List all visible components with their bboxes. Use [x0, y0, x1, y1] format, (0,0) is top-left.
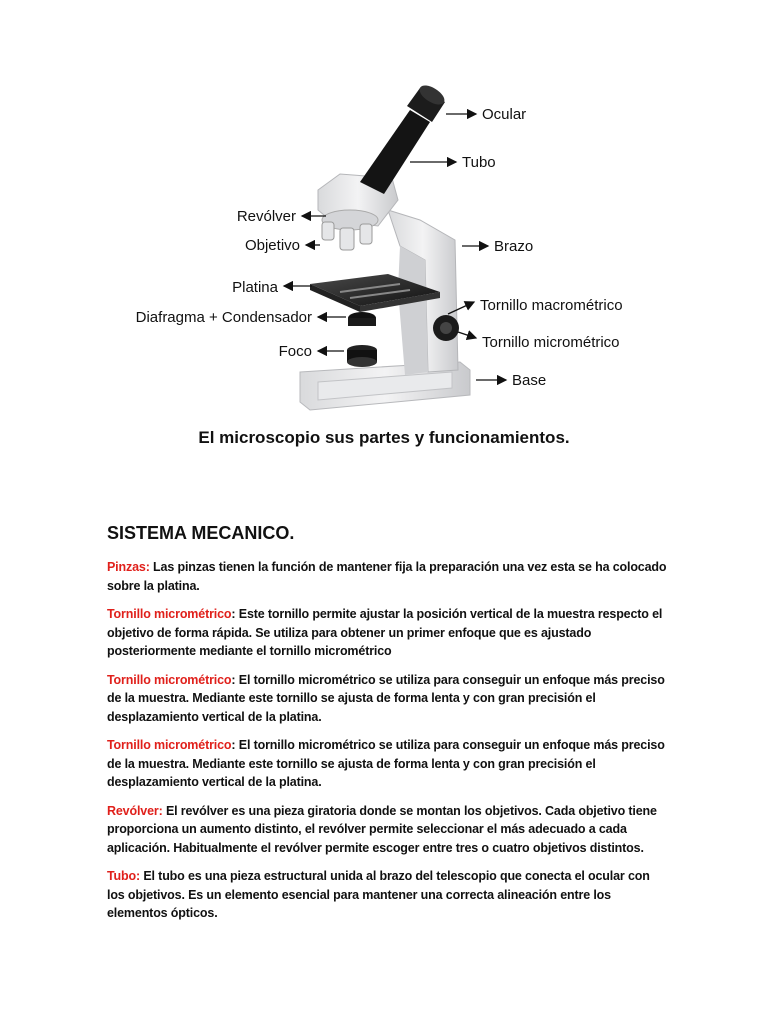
label-objetivo: Objetivo: [244, 237, 300, 254]
label-tornillo-micrometrico: Tornillo micrométrico: [482, 334, 620, 351]
paragraph-revolver: [107, 802, 667, 858]
term: Tornillo micrométrico: [107, 607, 232, 621]
label-ocular: Ocular: [482, 106, 527, 123]
definition: : El tornillo micrométrico se utiliza para conseguir un enfoque más preciso de la muestra. Mediante este tornillo se ajusta de forma lenta y con gran precisión el desplazamiento vertical de la platina.: [107, 672, 665, 724]
figure-caption: El microscopio sus partes y funcionamientos.: [198, 428, 570, 447]
section-body: [107, 558, 667, 933]
term: Revólver:: [107, 803, 163, 818]
label-tubo: Tubo: [462, 154, 496, 171]
term: Tubo:: [107, 869, 141, 883]
definition: : Este tornillo permite ajustar la posición vertical de la muestra respecto el objetivo de forma rápida. Se utiliza para obtener un primer enfoque que es ajustado posteriormente mediante el tornillo micrométrico: [107, 607, 663, 658]
paragraph-tornillo-2: [107, 671, 667, 727]
term: Tornillo micrométrico: [107, 738, 232, 752]
paragraph-pinzas: [107, 558, 667, 595]
term: Pinzas:: [107, 560, 150, 574]
microscope-diagram: [0, 70, 768, 420]
section-title: SISTEMA MECANICO.: [107, 523, 295, 543]
definition: El revólver es una pieza giratoria donde se montan los objetivos. Cada objetivo tiene proporciona un aumento distinto, el revólver permite seleccionar el más adecuado a cada aplicación. Habitualmente el revólver permite escoger entre tres o cuatro objetivos distintos.: [107, 803, 657, 855]
label-brazo: Brazo: [494, 238, 534, 255]
label-revolver: Revólver: [236, 208, 296, 225]
definition: : El tornillo micrométrico se utiliza para conseguir un enfoque más preciso de la muestra. Mediante este tornillo se ajusta de forma lenta y con gran precisión el desplazamiento vertical de la platina.: [107, 738, 665, 789]
label-foco: Foco: [278, 343, 312, 360]
paragraph-tubo: [107, 867, 667, 923]
label-platina: Platina: [232, 279, 278, 296]
microscope-illustration: [300, 82, 470, 410]
paragraph-tornillo-3: [107, 736, 667, 792]
definition: Las pinzas tienen la función de mantener fija la preparación una vez esta se ha colocado sobre la platina.: [107, 560, 667, 593]
microscope-figure: [0, 70, 768, 420]
label-tornillo-macrometrico: Tornillo macrométrico: [480, 297, 623, 314]
definition: El tubo es una pieza estructural unida al brazo del telescopio que conecta el ocular con los objetivos. Es un elemento esencial para mantener una correcta alineación entre los elementos ópticos.: [107, 869, 650, 920]
term: Tornillo micrométrico: [107, 672, 232, 687]
paragraph-tornillo-1: [107, 605, 667, 661]
label-base: Base: [512, 372, 547, 389]
label-diafragma-condensador: Diafragma + Condensador: [135, 309, 312, 326]
